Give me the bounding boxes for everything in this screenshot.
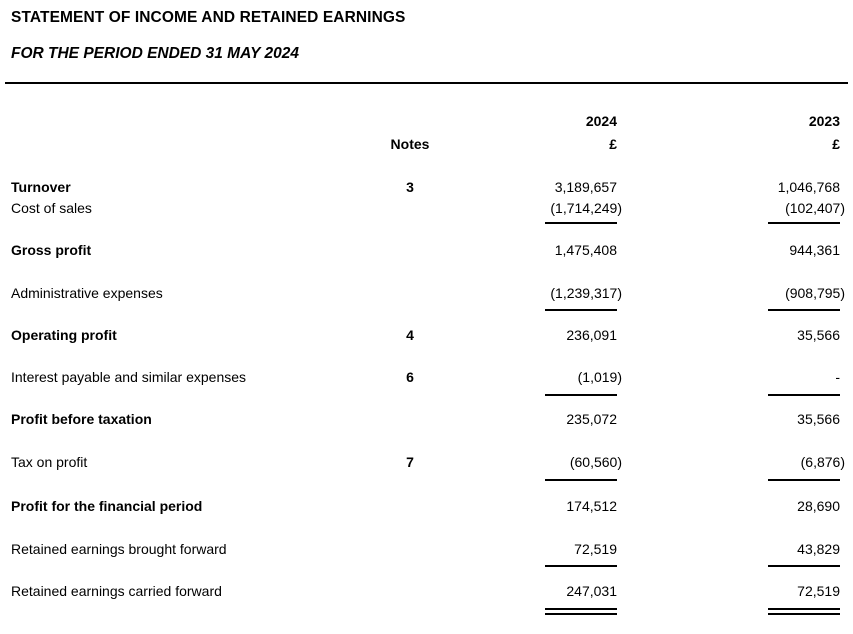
subtotal-underline-2024	[545, 309, 617, 311]
amount-2023: 35,566	[797, 411, 840, 427]
subtotal-underline-2023	[768, 565, 840, 567]
amount-2024: 72,519	[574, 541, 617, 557]
subtotal-rule-row	[11, 473, 845, 496]
row-label: Interest payable and similar expenses	[11, 369, 247, 385]
amount-2023: 944,361	[789, 242, 840, 258]
column-header-year-2023: 2023	[808, 113, 840, 129]
subtotal-underline-2024	[545, 222, 617, 224]
amount-2024: 174,512	[566, 498, 617, 514]
amount-2024: 236,091	[566, 327, 617, 343]
subtotal-underline-2023	[768, 479, 840, 481]
row-cost-of-sales	[11, 198, 845, 219]
amount-2023: 28,690	[797, 498, 840, 514]
subtotal-rule-row	[11, 560, 845, 581]
amount-2024: 3,189,657	[554, 179, 617, 195]
amount-2024: 1,475,408	[554, 242, 617, 258]
note-value	[361, 240, 459, 261]
row-profit-before-taxation	[11, 409, 845, 430]
note-value	[361, 496, 459, 517]
subtotal-underline-2024	[545, 394, 617, 396]
amount-2024: 235,072	[566, 411, 617, 427]
row-label: Tax on profit	[11, 454, 88, 470]
amount-2024: (1,239,317)	[550, 285, 622, 301]
row-label: Retained earnings carried forward	[11, 583, 222, 599]
total-double-underline-2023	[768, 608, 840, 615]
page-title: STATEMENT OF INCOME AND RETAINED EARNINGS	[11, 9, 406, 26]
total-double-underline-2024	[545, 608, 617, 615]
subtotal-rule-row	[11, 219, 845, 240]
note-value: 6	[406, 369, 414, 385]
note-value	[361, 198, 459, 219]
statement-page	[0, 8, 853, 615]
row-tax-on-profit	[11, 452, 845, 473]
subtotal-rule-row	[11, 388, 845, 409]
row-operating-profit	[11, 325, 845, 346]
subtotal-underline-2023	[768, 222, 840, 224]
row-profit-for-period	[11, 496, 845, 517]
header-divider	[5, 82, 848, 84]
amount-2023: (908,795)	[785, 285, 845, 301]
subtotal-underline-2023	[768, 309, 840, 311]
total-rule-row	[11, 608, 845, 615]
amount-2024: (1,019)	[577, 369, 622, 385]
amount-2024: (60,560)	[569, 454, 622, 470]
row-retained-earnings-brought-forward	[11, 539, 845, 560]
row-label: Operating profit	[11, 327, 117, 343]
note-value: 7	[406, 454, 414, 470]
amount-2023: 1,046,768	[777, 179, 840, 195]
table-header-units	[11, 133, 845, 156]
note-value	[361, 283, 459, 304]
note-value: 4	[406, 327, 414, 343]
column-header-currency-2024: £	[609, 136, 617, 152]
amount-2023: 35,566	[797, 327, 840, 343]
amount-2024: (1,714,249)	[550, 200, 622, 216]
subtotal-underline-2024	[545, 565, 617, 567]
row-label: Cost of sales	[11, 200, 92, 216]
note-value	[361, 539, 459, 560]
amount-2023: -	[835, 369, 840, 385]
row-gross-profit	[11, 240, 845, 261]
row-label: Gross profit	[11, 242, 92, 258]
column-header-year-2024: 2024	[585, 113, 617, 129]
amount-2023: 43,829	[797, 541, 840, 557]
row-turnover	[11, 177, 845, 198]
row-label: Profit before taxation	[11, 411, 152, 427]
row-label: Profit for the financial period	[11, 498, 203, 514]
row-administrative-expenses	[11, 283, 845, 304]
note-value: 3	[406, 179, 414, 195]
row-interest-payable	[11, 367, 845, 388]
row-retained-earnings-carried-forward	[11, 581, 845, 602]
row-label: Turnover	[11, 179, 71, 195]
amount-2024: 247,031	[566, 583, 617, 599]
subtotal-rule-row	[11, 304, 845, 325]
subtotal-underline-2024	[545, 479, 617, 481]
table-header-years	[11, 110, 845, 133]
column-header-currency-2023: £	[832, 136, 840, 152]
row-label: Retained earnings brought forward	[11, 541, 227, 557]
amount-2023: 72,519	[797, 583, 840, 599]
page-subtitle: FOR THE PERIOD ENDED 31 MAY 2024	[11, 45, 299, 62]
subtotal-underline-2023	[768, 394, 840, 396]
note-value	[361, 409, 459, 430]
row-label: Administrative expenses	[11, 285, 163, 301]
amount-2023: (102,407)	[785, 200, 845, 216]
note-value	[361, 581, 459, 602]
amount-2023: (6,876)	[800, 454, 845, 470]
column-header-notes: Notes	[390, 136, 430, 152]
